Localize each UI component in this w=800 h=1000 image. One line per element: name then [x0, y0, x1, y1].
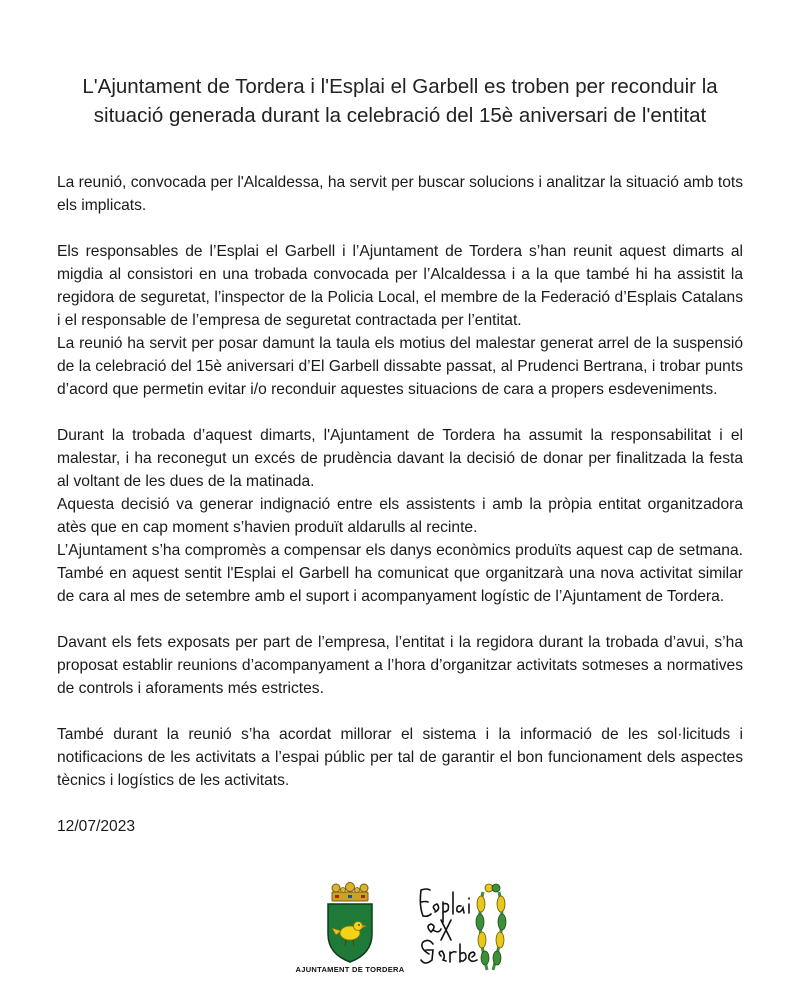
paragraph-proposals: Davant els fets exposats per part de l’empresa, l’entitat i la regidora durant la trobada d’avui, s’ha proposat establir reunions d’acompanyament a l’hora d’organitzar activitats sotmeses a normatives de controls i aforaments més estrictes.: [57, 634, 743, 697]
title-line-2: situació generada durant la celebració del 15è aniversari de l'entitat: [93, 104, 707, 127]
paragraph-meeting: Els responsables de l’Esplai el Garbell i l’Ajuntament de Tordera s’han reunit aquest dimarts al migdia al consistori en una trobada convocada per l’Alcaldessa i a la que també hi ha assistit la regidora de seguretat, l’inspector de la Policia Local, el membre de la Federació d’Esplais Catalans i el responsable de l’empresa de seguretat contractada per l’entitat.: [57, 243, 743, 329]
document-title: [60, 72, 740, 130]
wheat-stalks-icon: [476, 884, 506, 970]
logos-row: [295, 878, 520, 978]
paragraph-improvements: També durant la reunió s’ha acordat millorar el sistema i la informació de les sol·licituds i notificacions de les activitats a l’espai públic per tal de garantir el bon funcionament dels aspectes tècnics i logístics de les activitats.: [57, 726, 743, 789]
ajuntament-tordera-logo: [295, 878, 405, 978]
esplai-wordmark-icon: [420, 889, 477, 963]
ajuntament-caption: AJUNTAMENT DE TORDERA: [295, 965, 405, 974]
title-line-1: L'Ajuntament de Tordera i l'Esplai el Garbell es troben per reconduir la: [82, 75, 718, 98]
document-body: [57, 171, 743, 838]
paragraph-indignation: Aquesta decisió va generar indignació entre els assistents i amb la pròpia entitat organitzadora atès que en cap moment s’havien produït aldarulls al recinte.: [57, 496, 743, 536]
paragraph-purpose: La reunió ha servit per posar damunt la taula els motius del malestar generat arrel de la suspensió de la celebració del 15è aniversari d’El Garbell dissabte passat, al Prudenci Bertrana, i trobar punts d’acord que permetin evitar i/o reconduir aquestes situacions de cara a propers esdeveniments.: [57, 335, 743, 398]
paragraph-compensation: L’Ajuntament s’ha compromès a compensar els danys econòmics produïts aquest cap de setmana. També en aquest sentit l'Esplai el Garbell ha comunicat que organitzarà una nova activitat similar de cara al mes de setembre amb el suport i acompanyament logístic de l’Ajuntament de Tordera.: [57, 542, 743, 605]
document-date: 12/07/2023: [57, 818, 136, 835]
paragraph-responsibility: Durant la trobada d’aquest dimarts, l'Ajuntament de Tordera ha assumit la responsabilitat i el malestar, i ha reconegut un excés de prudència davant la decisió de donar per finalitzada la festa al voltant de les dues de la matinada.: [57, 427, 743, 490]
paragraph-intro: La reunió, convocada per l'Alcaldessa, ha servit per buscar solucions i analitzar la situació amb tots els implicats.: [57, 174, 743, 214]
crown-icon: [332, 883, 368, 902]
ajuntament-coat-of-arms-icon: [300, 878, 400, 968]
esplai-garbell-logo: [415, 882, 510, 976]
esplai-garbell-wheat-icon: [415, 882, 510, 976]
